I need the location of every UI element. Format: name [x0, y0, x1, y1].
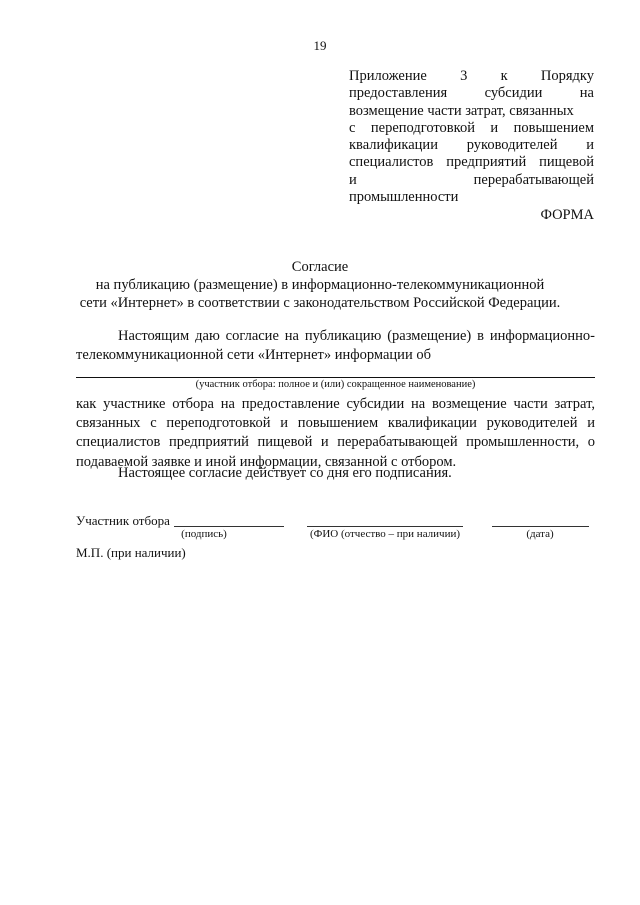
name-caption: (ФИО (отчество – при наличии)	[309, 528, 461, 540]
consent-paragraph-1	[76, 327, 595, 365]
consent-paragraph-3: Настоящее согласие действует со дня его подписания.	[118, 465, 452, 481]
paragraph-line: специалистов предприятий пищевой и перерабатывающей промышленности, о	[76, 434, 595, 451]
document-title	[60, 258, 580, 312]
page-number: 19	[313, 38, 327, 53]
date-caption: (дата)	[526, 528, 554, 540]
paragraph-line: Настоящим даю согласие на публикацию (размещение) в информационно-	[118, 328, 595, 344]
signature-label: Участник отбора	[76, 513, 170, 528]
form-label: ФОРМА	[540, 207, 594, 223]
stamp-label: М.П. (при наличии)	[76, 545, 186, 560]
appendix-line: промышленности	[349, 189, 459, 206]
participant-caption: (участник отбора: полное и (или) сокращенное наименование)	[195, 379, 476, 390]
appendix-line: возмещение части затрат, связанных	[349, 102, 574, 119]
signature-line[interactable]	[174, 526, 284, 527]
name-line[interactable]	[307, 526, 463, 527]
appendix-line: квалификации руководителей и	[349, 137, 594, 154]
title-line: на публикацию (размещение) в информационно-телекоммуникационной	[95, 277, 545, 293]
paragraph-line: связанных с переподготовкой и повышением квалификации руководителей и	[76, 415, 595, 432]
appendix-line: специалистов предприятий пищевой	[349, 154, 594, 171]
date-line[interactable]	[492, 526, 589, 527]
title-line: Согласие	[291, 259, 349, 275]
participant-name-line[interactable]	[76, 377, 595, 378]
appendix-line: Приложение 3 к Порядку	[349, 68, 594, 84]
consent-paragraph-2	[76, 395, 595, 472]
paragraph-line: как участнике отбора на предоставление субсидии на возмещение части затрат,	[76, 396, 595, 412]
paragraph-line: телекоммуникационной сети «Интернет» информации об	[76, 347, 431, 363]
appendix-block	[349, 68, 594, 206]
signature-caption: (подпись)	[181, 528, 227, 540]
appendix-line: предоставления субсидии на	[349, 85, 594, 102]
paragraph-line: подаваемой заявке и иной информации, связанной с отбором.	[76, 453, 457, 470]
appendix-line: с переподготовкой и повышением	[349, 119, 594, 136]
appendix-line: и перерабатывающей	[349, 171, 594, 188]
title-line: сети «Интернет» в соответствии с законодательством Российской Федерации.	[79, 295, 561, 311]
